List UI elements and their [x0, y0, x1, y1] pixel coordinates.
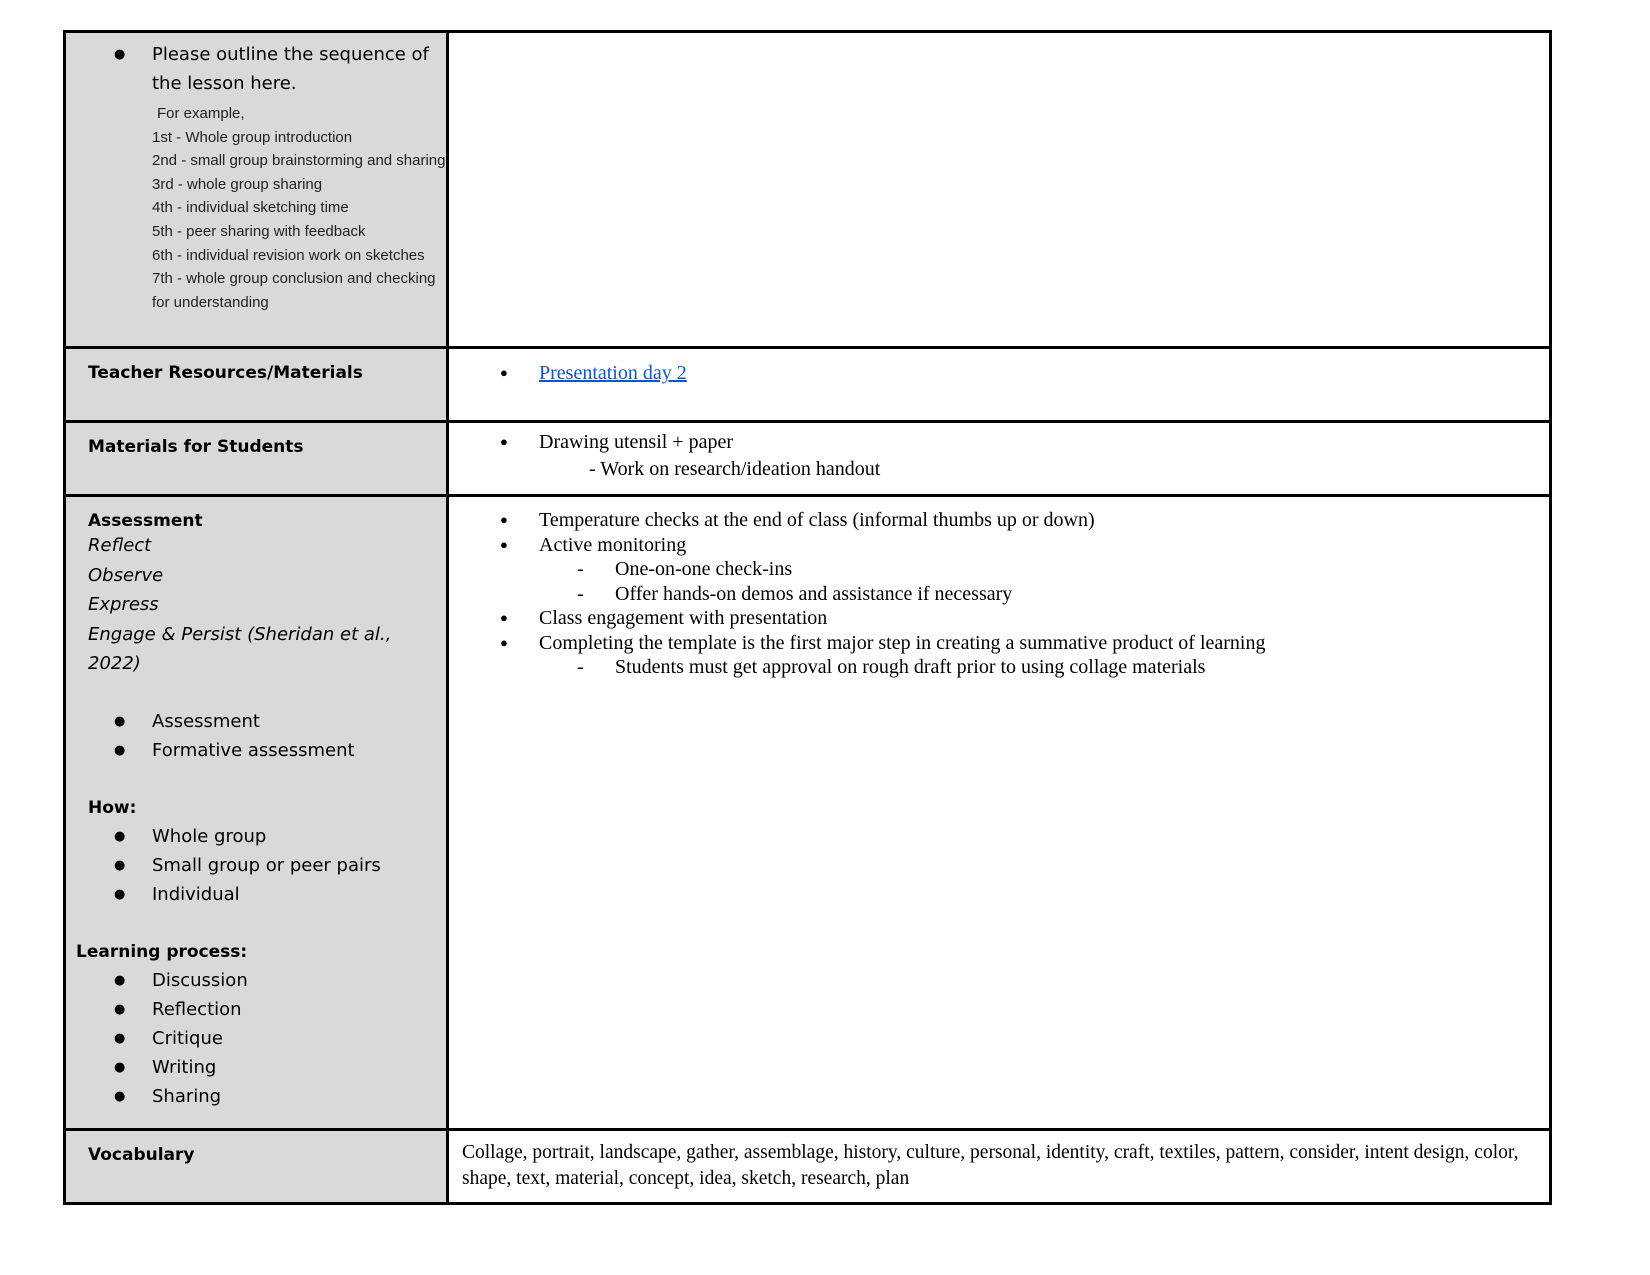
list-item: ● Individual: [66, 880, 446, 909]
list-item: ● Writing: [66, 1053, 446, 1082]
vocabulary-content-cell: [448, 1130, 1551, 1204]
mode-observe: Observe: [88, 564, 164, 586]
how-label: How:: [88, 797, 137, 818]
assessment-subitem: - Students must get approval on rough draft prior to using collage materials: [449, 655, 1549, 680]
assessment-item: [449, 533, 1549, 558]
sequence-label-cell: [65, 32, 448, 348]
sequence-row: [65, 32, 1551, 348]
teacher-resources-row: [65, 348, 1551, 422]
vocabulary-label: Vocabulary: [88, 1145, 195, 1165]
list-item: ● Whole group: [66, 822, 446, 851]
assessment-modes: [66, 531, 446, 679]
sequence-example: [66, 102, 446, 314]
student-materials-list: [449, 430, 1549, 455]
teacher-resources-content-cell: [448, 348, 1551, 422]
student-materials-row: [65, 422, 1551, 496]
assessment-subitem: - One-on-one check-ins: [449, 557, 1549, 582]
vocabulary-row: [65, 1130, 1551, 1204]
sequence-prompt-list: [66, 40, 446, 98]
lesson-plan-table: [63, 30, 1552, 1205]
how-list: [66, 822, 446, 909]
list-item: ● Discussion: [66, 966, 446, 995]
student-materials-label-cell: [65, 422, 448, 496]
assessment-sublist: [449, 557, 1549, 606]
sequence-prompt: ● Please outline the sequence of the lesson here.: [66, 40, 446, 98]
student-materials-subitem: - Work on research/ideation handout: [589, 457, 881, 480]
vocabulary-label-cell: [65, 1130, 448, 1204]
mode-reflect: Reflect: [88, 535, 152, 556]
learning-process-list: [66, 966, 446, 1111]
student-materials-content-cell: [448, 422, 1551, 496]
assessment-row: [65, 496, 1551, 1130]
assessment-subitem: - Offer hands-on demos and assistance if necessary: [449, 582, 1549, 607]
example-line: 5th - peer sharing with feedback: [152, 222, 366, 240]
example-line: 2nd - small group brainstorming and sharing: [152, 152, 446, 170]
teacher-resources-label-cell: [65, 348, 448, 422]
list-item: ● Critique: [66, 1024, 446, 1053]
learning-process-label: Learning process:: [76, 941, 248, 962]
example-line: 6th - individual revision work on sketches: [152, 246, 425, 264]
list-item: ● Sharing: [66, 1082, 446, 1111]
assessment-item: ● Class engagement with presentation: [449, 606, 1549, 631]
student-materials-label: Materials for Students: [88, 437, 304, 457]
example-line: 3rd - whole group sharing: [152, 175, 323, 193]
list-item: ● Assessment: [66, 707, 446, 736]
assessment-item-text: Active monitoring: [539, 533, 687, 556]
presentation-link[interactable]: Presentation day 2: [539, 362, 687, 384]
assessment-list-cont: [449, 606, 1549, 655]
assessment-types-list: [66, 707, 446, 765]
list-item: ● Small group or peer pairs: [66, 851, 446, 880]
student-materials-item: ● Drawing utensil + paper: [449, 430, 1549, 455]
list-item: ● Formative assessment: [66, 736, 446, 765]
example-line: 1st - Whole group introduction: [152, 128, 353, 146]
example-line: For example,: [157, 105, 245, 122]
mode-express: Express: [88, 594, 159, 615]
teacher-resources-list: [449, 361, 1549, 386]
mode-engage-persist: Engage & Persist (Sheridan et al., 2022): [88, 623, 392, 674]
assessment-sublist: [449, 655, 1549, 680]
example-line: 4th - individual sketching time: [152, 199, 349, 217]
example-line: 7th - whole group conclusion and checking for understanding: [152, 270, 436, 311]
assessment-content-cell: [448, 496, 1551, 1130]
sequence-content-cell: [448, 32, 1551, 348]
assessment-label: Assessment: [88, 511, 203, 531]
teacher-resources-item: [449, 361, 1549, 386]
assessment-item: ● Completing the template is the first major step in creating a summative product of learning: [449, 631, 1549, 656]
teacher-resources-label: Teacher Resources/Materials: [88, 363, 363, 383]
assessment-list: [449, 508, 1549, 557]
list-item: ● Reflection: [66, 995, 446, 1024]
assessment-item: ● Temperature checks at the end of class (informal thumbs up or down): [449, 508, 1549, 533]
vocabulary-text: Collage, portrait, landscape, gather, assemblage, history, culture, personal, identity, craft, textiles, pattern, consider, intent design, color, shape, text, material, concept, idea, sketch, research, plan: [462, 1142, 1519, 1189]
assessment-label-cell: [65, 496, 448, 1130]
